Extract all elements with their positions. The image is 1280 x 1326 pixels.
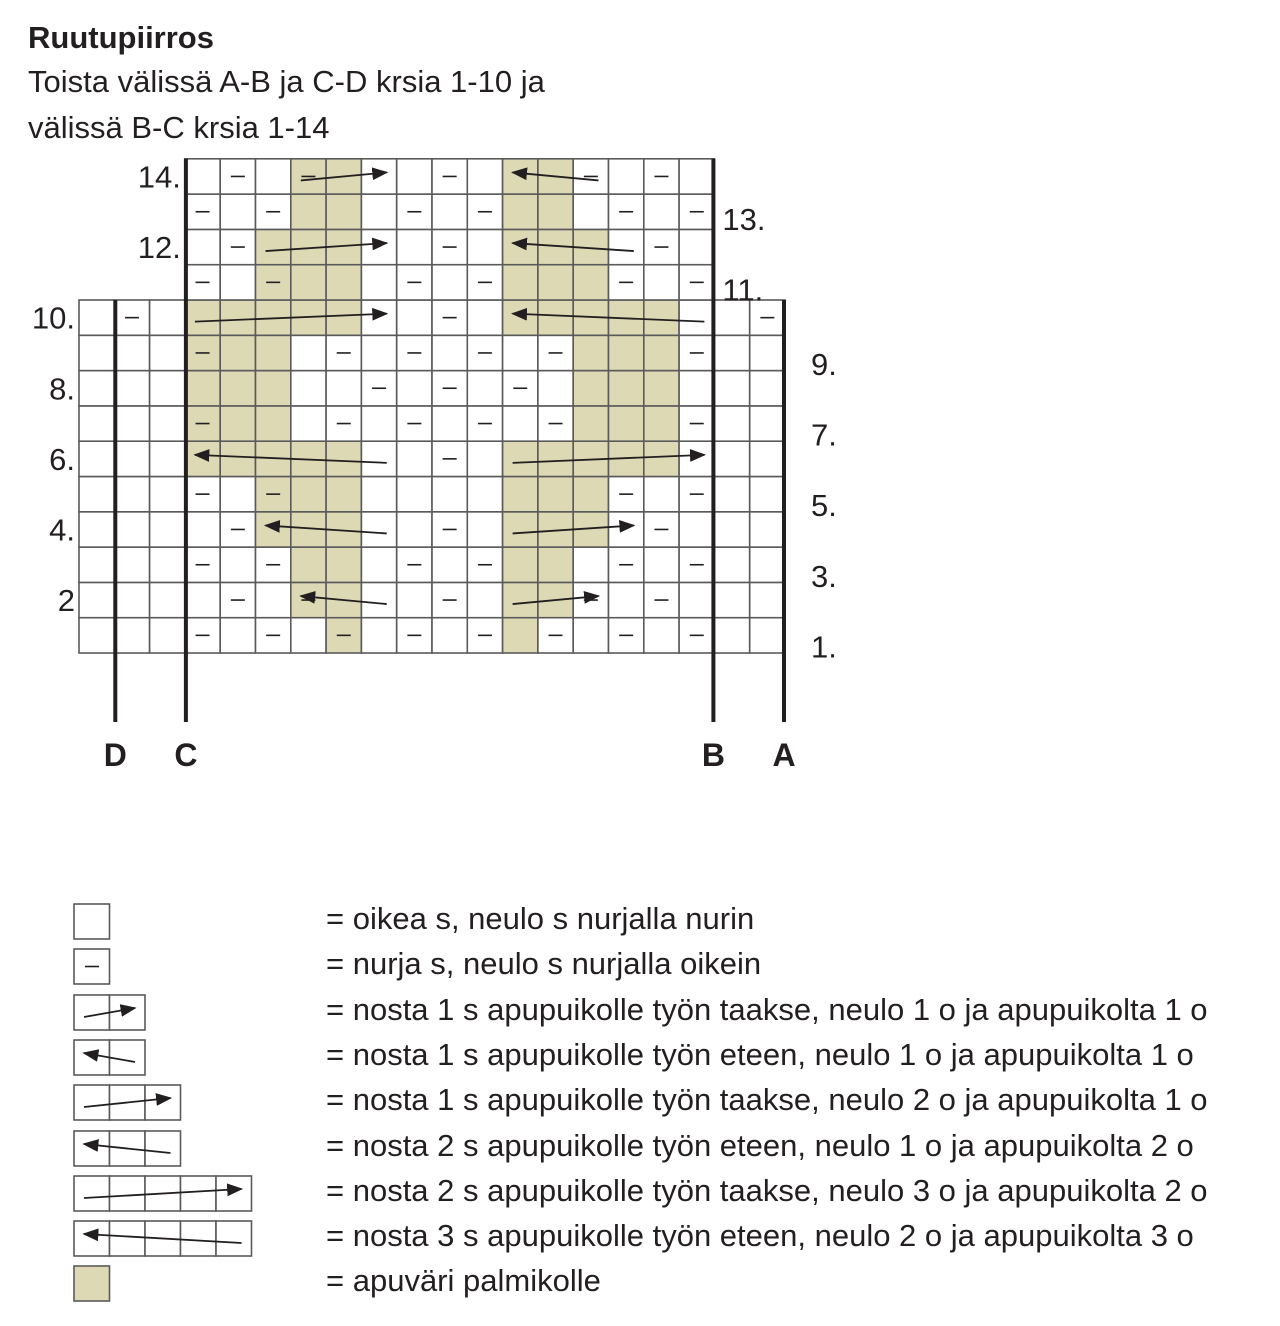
chart-cell xyxy=(714,406,749,441)
chart-cell xyxy=(538,441,573,476)
chart-cell xyxy=(432,194,467,229)
chart-cell xyxy=(114,406,149,441)
chart-cell xyxy=(750,406,785,441)
chart-cell xyxy=(361,582,396,617)
row-label-right: 3. xyxy=(811,558,837,594)
chart-cell xyxy=(432,406,467,441)
chart-cell xyxy=(467,477,502,512)
chart-cell xyxy=(432,547,467,582)
chart-cell xyxy=(644,335,679,370)
chart-cell xyxy=(750,547,785,582)
chart-cell xyxy=(573,371,608,406)
chart-cell xyxy=(644,194,679,229)
chart-cell xyxy=(361,441,396,476)
chart-cell xyxy=(467,159,502,194)
chart-cell xyxy=(326,371,361,406)
chart-cell xyxy=(432,335,467,370)
chart-cell xyxy=(291,406,326,441)
chart-cell xyxy=(150,406,185,441)
chart-cell xyxy=(750,582,785,617)
chart-cell xyxy=(220,477,255,512)
chart-cell xyxy=(220,371,255,406)
chart-cell xyxy=(573,335,608,370)
chart-cell xyxy=(185,229,220,264)
chart-cell xyxy=(750,441,785,476)
chart-cell xyxy=(79,477,114,512)
row-label-left: 8. xyxy=(49,371,75,407)
chart-cell xyxy=(538,265,573,300)
chart-cell xyxy=(256,512,291,547)
row-label-left: 6. xyxy=(49,441,75,477)
row-label-right: 1. xyxy=(811,629,837,665)
chart-cell xyxy=(538,477,573,512)
chart-cell xyxy=(361,335,396,370)
chart-cell xyxy=(609,371,644,406)
row-label-right: 13. xyxy=(722,201,766,237)
row-label-left: 14. xyxy=(137,159,181,195)
chart-cell xyxy=(397,300,432,335)
chart-cell xyxy=(256,582,291,617)
legend-symbol-arrow-left xyxy=(72,1219,254,1259)
legend-symbol-knit xyxy=(72,902,112,942)
chart-cell xyxy=(573,406,608,441)
boundary-label-b: B xyxy=(701,737,725,773)
chart-cell xyxy=(150,371,185,406)
chart-cell xyxy=(185,300,220,335)
chart-cell xyxy=(220,406,255,441)
chart-cell xyxy=(361,547,396,582)
chart-cell xyxy=(150,335,185,370)
chart-subtitle-line-2: välissä B-C krsia 1-14 xyxy=(28,110,330,145)
chart-cell xyxy=(467,512,502,547)
chart-cell xyxy=(573,194,608,229)
chart-cell xyxy=(714,371,749,406)
row-label-left: 2 xyxy=(57,583,75,619)
row-label-right: 7. xyxy=(811,417,837,453)
chart-cell xyxy=(503,300,538,335)
chart-cell xyxy=(291,477,326,512)
chart-cell xyxy=(397,582,432,617)
chart-cell xyxy=(714,512,749,547)
chart-cell xyxy=(361,300,396,335)
chart-cell xyxy=(79,300,114,335)
chart-cell xyxy=(220,441,255,476)
chart-cell xyxy=(326,441,361,476)
legend-description: = nosta 1 s apupuikolle työn taakse, neulo 1 o ja apupuikolta 1 o xyxy=(326,991,1208,1027)
chart-cell xyxy=(714,547,749,582)
chart-cell xyxy=(503,618,538,653)
chart-cell xyxy=(291,547,326,582)
chart-cell xyxy=(256,371,291,406)
chart-cell xyxy=(397,441,432,476)
legend-cell xyxy=(110,995,146,1030)
chart-cell xyxy=(326,300,361,335)
legend-cell xyxy=(74,1266,110,1301)
chart-cell xyxy=(220,335,255,370)
legend-cell xyxy=(74,1221,110,1256)
chart-cell xyxy=(256,159,291,194)
legend-cell xyxy=(74,1176,110,1211)
chart-cell xyxy=(361,618,396,653)
legend-cell xyxy=(145,1131,181,1166)
chart-cell xyxy=(79,582,114,617)
legend-cell xyxy=(110,1040,146,1075)
chart-cell xyxy=(714,335,749,370)
chart-cell xyxy=(679,512,714,547)
chart-cell xyxy=(573,547,608,582)
chart-cell xyxy=(79,406,114,441)
chart-cell xyxy=(644,618,679,653)
chart-cell xyxy=(538,194,573,229)
legend-description: = nosta 2 s apupuikolle työn eteen, neulo 1 o ja apupuikolta 2 o xyxy=(326,1127,1194,1163)
chart-cell xyxy=(185,441,220,476)
chart-cell xyxy=(432,477,467,512)
chart-cell xyxy=(326,547,361,582)
chart-cell xyxy=(114,441,149,476)
legend-cell xyxy=(74,995,110,1030)
chart-cell xyxy=(503,194,538,229)
chart-cell xyxy=(150,547,185,582)
legend-cell xyxy=(145,1085,181,1120)
chart-cell xyxy=(291,335,326,370)
chart-cell xyxy=(150,300,185,335)
chart-cell xyxy=(291,265,326,300)
chart-cell xyxy=(609,335,644,370)
legend-description: = nosta 1 s apupuikolle työn taakse, neulo 2 o ja apupuikolta 1 o xyxy=(326,1082,1208,1118)
chart-cell xyxy=(503,547,538,582)
chart-cell xyxy=(114,547,149,582)
chart-cell xyxy=(185,159,220,194)
chart-cell xyxy=(467,371,502,406)
row-label-left: 12. xyxy=(137,230,181,266)
chart-cell xyxy=(185,512,220,547)
chart-cell xyxy=(750,512,785,547)
chart-cell xyxy=(256,406,291,441)
chart-cell xyxy=(326,265,361,300)
legend-cell xyxy=(74,904,110,939)
chart-cell xyxy=(361,512,396,547)
chart-cell xyxy=(150,441,185,476)
chart-cell xyxy=(609,406,644,441)
legend-symbol-contrast xyxy=(72,1264,112,1304)
chart-title: Ruutupiirros xyxy=(28,20,214,55)
legend-description: = oikea s, neulo s nurjalla nurin xyxy=(326,901,755,936)
chart-cell xyxy=(291,371,326,406)
chart-cell xyxy=(467,300,502,335)
chart-cell xyxy=(714,441,749,476)
chart-cell xyxy=(397,371,432,406)
chart-cell xyxy=(467,441,502,476)
chart-cell xyxy=(679,159,714,194)
chart-cell xyxy=(503,159,538,194)
chart-cell xyxy=(114,477,149,512)
boundary-label-c: C xyxy=(174,737,198,773)
chart-cell xyxy=(432,265,467,300)
row-label-left: 10. xyxy=(31,300,75,336)
chart-cell xyxy=(361,159,396,194)
chart-cell xyxy=(609,229,644,264)
chart-cell xyxy=(679,371,714,406)
chart-cell xyxy=(114,582,149,617)
chart-cell xyxy=(256,335,291,370)
chart-cell xyxy=(397,477,432,512)
chart-cell xyxy=(644,547,679,582)
chart-cell xyxy=(150,477,185,512)
chart-cell xyxy=(503,477,538,512)
chart-cell xyxy=(185,371,220,406)
chart-cell xyxy=(150,618,185,653)
chart-cell xyxy=(79,441,114,476)
legend-cell xyxy=(181,1221,217,1256)
chart-cell xyxy=(467,229,502,264)
chart-cell xyxy=(220,265,255,300)
chart-cell xyxy=(679,229,714,264)
chart-subtitle-line-1: Toista välissä A-B ja C-D krsia 1-10 ja xyxy=(28,64,545,99)
chart-cell xyxy=(220,194,255,229)
legend-cell xyxy=(110,1176,146,1211)
chart-cell xyxy=(503,582,538,617)
chart-cell xyxy=(538,371,573,406)
row-label-left: 4. xyxy=(49,512,75,548)
chart-cell xyxy=(644,265,679,300)
chart-cell xyxy=(538,300,573,335)
chart-cell xyxy=(538,547,573,582)
chart-cell xyxy=(750,335,785,370)
legend-symbol-arrow-left xyxy=(72,1129,183,1169)
chart-cell xyxy=(503,512,538,547)
chart-cell xyxy=(220,618,255,653)
chart-cell xyxy=(714,477,749,512)
chart-cell xyxy=(714,618,749,653)
chart-cell xyxy=(79,547,114,582)
chart-cell xyxy=(503,441,538,476)
row-label-right: 11. xyxy=(722,272,764,308)
chart-cell xyxy=(679,441,714,476)
chart-cell xyxy=(609,512,644,547)
legend-cell xyxy=(74,1085,110,1120)
chart-cell xyxy=(397,512,432,547)
chart-cell xyxy=(609,582,644,617)
chart-cell xyxy=(750,618,785,653)
chart-cell xyxy=(150,512,185,547)
chart-cell xyxy=(573,477,608,512)
chart-cell xyxy=(326,477,361,512)
chart-cell xyxy=(361,265,396,300)
chart-cell xyxy=(644,406,679,441)
legend-description: = nurja s, neulo s nurjalla oikein xyxy=(326,946,762,982)
legend-symbol-arrow-left xyxy=(72,1038,147,1078)
chart-cell xyxy=(79,512,114,547)
legend-description: = nosta 1 s apupuikolle työn eteen, neulo 1 o ja apupuikolta 1 o xyxy=(326,1036,1194,1072)
chart-cell xyxy=(220,300,255,335)
legend-description: = nosta 3 s apupuikolle työn eteen, neulo 2 o ja apupuikolta 3 o xyxy=(326,1218,1194,1254)
chart-cell xyxy=(750,371,785,406)
chart-cell xyxy=(503,335,538,370)
chart-cell xyxy=(291,618,326,653)
chart-cell xyxy=(644,441,679,476)
chart-cell xyxy=(467,582,502,617)
chart-cell xyxy=(503,229,538,264)
legend-description: = apuväri palmikolle xyxy=(326,1263,601,1299)
chart-cell xyxy=(256,229,291,264)
chart-cell xyxy=(114,371,149,406)
legend-cell xyxy=(110,1221,146,1256)
chart-cell xyxy=(397,229,432,264)
chart-cell xyxy=(361,477,396,512)
chart-cell xyxy=(79,371,114,406)
chart-cell xyxy=(503,406,538,441)
chart-cell xyxy=(503,265,538,300)
row-label-right: 9. xyxy=(811,346,837,382)
boundary-label-a: A xyxy=(772,737,796,773)
chart-cell xyxy=(432,618,467,653)
boundary-label-d: D xyxy=(103,737,127,773)
chart-cell xyxy=(291,194,326,229)
chart-cell xyxy=(185,582,220,617)
chart-cell xyxy=(361,229,396,264)
chart-cell xyxy=(361,406,396,441)
legend-symbol-arrow-right xyxy=(72,1083,183,1123)
legend-cell xyxy=(74,1131,110,1166)
chart-cell xyxy=(609,159,644,194)
chart-cell xyxy=(326,194,361,229)
chart-cell xyxy=(114,618,149,653)
legend-cell xyxy=(181,1176,217,1211)
chart-cell xyxy=(644,371,679,406)
legend-cell xyxy=(216,1221,252,1256)
chart-cell xyxy=(750,477,785,512)
chart-cell xyxy=(79,335,114,370)
chart-cell xyxy=(220,547,255,582)
legend-symbol-arrow-right xyxy=(72,993,147,1033)
row-label-right: 5. xyxy=(811,488,837,524)
legend-cell xyxy=(74,1040,110,1075)
chart-cell xyxy=(361,194,396,229)
chart-cell xyxy=(679,582,714,617)
chart-cell xyxy=(644,300,679,335)
chart-cell xyxy=(150,582,185,617)
chart-cell xyxy=(573,618,608,653)
chart-cell xyxy=(573,265,608,300)
chart-cell xyxy=(79,618,114,653)
chart-cell xyxy=(679,300,714,335)
legend-cell xyxy=(216,1176,252,1211)
chart-cell xyxy=(397,159,432,194)
chart-cell xyxy=(114,512,149,547)
legend-symbol-purl xyxy=(72,947,112,987)
chart-cell xyxy=(714,582,749,617)
legend-description: = nosta 2 s apupuikolle työn taakse, neulo 3 o ja apupuikolta 2 o xyxy=(326,1172,1208,1208)
legend-symbol-arrow-right xyxy=(72,1174,254,1214)
chart-cell xyxy=(644,477,679,512)
chart-cell xyxy=(114,335,149,370)
